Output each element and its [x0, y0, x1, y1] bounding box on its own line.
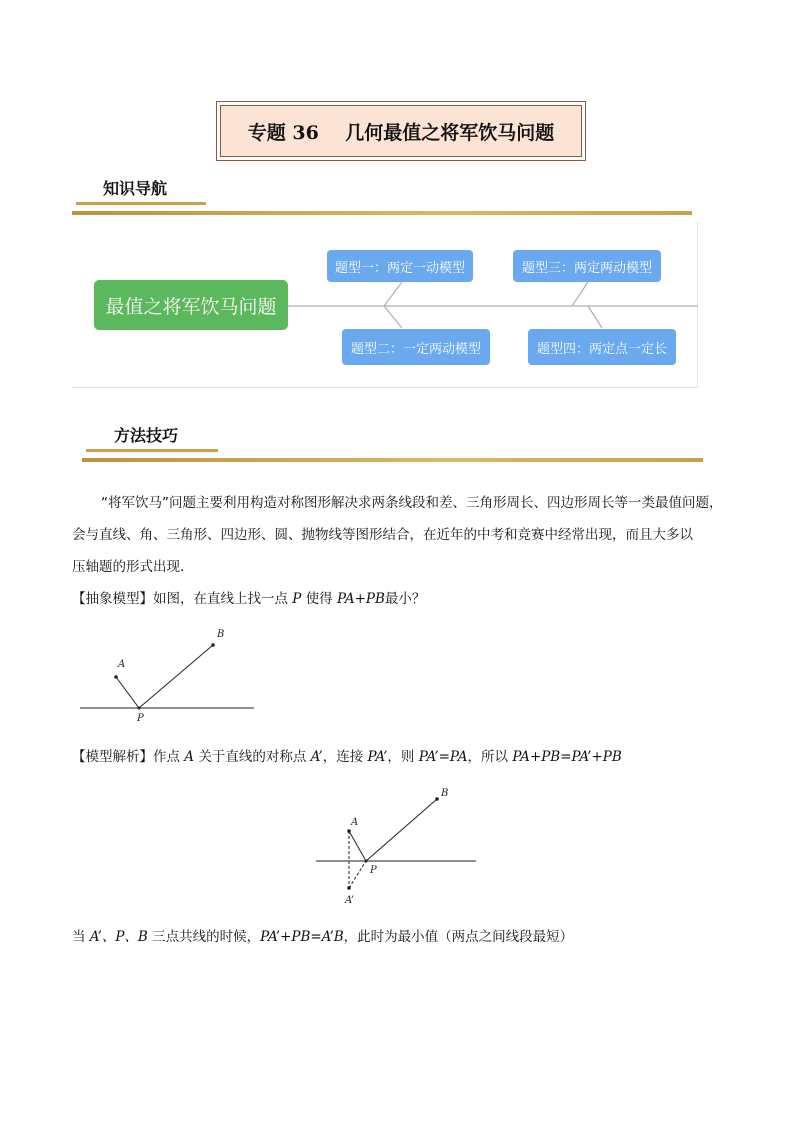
- conclusion-text-2: 三点共线的时候，: [147, 929, 261, 945]
- expr-pa-pb: PA+PB: [336, 591, 385, 607]
- model-analysis-tag: 【模型解析】: [72, 749, 153, 765]
- point-a: A: [184, 749, 195, 765]
- abstract-model-text-1: 如图，在直线上找一点: [153, 591, 293, 607]
- segment-pa-prime: PA’: [367, 749, 388, 765]
- point-p: P: [292, 591, 302, 607]
- section-title-knowledge: 知识导航: [103, 179, 168, 198]
- section-title-methods: 方法技巧: [114, 426, 179, 445]
- mindmap-panel: [72, 222, 698, 388]
- model-analysis-line: [72, 741, 622, 773]
- intro-line-2: 会与直线、角、三角形、四边形、圆、抛物线等图形结合，在近年的中考和竞赛中经常出现，而且大多以: [72, 527, 693, 543]
- fig1-label-b: B: [217, 629, 225, 640]
- mindmap-node-type-4: 题型四：两定点一定长: [528, 329, 676, 365]
- conclusion-text-3: ，此时为最小值（两点之间线段最短）: [343, 929, 574, 945]
- figure-model-analysis: [312, 782, 482, 907]
- fig2-label-p: P: [370, 865, 377, 876]
- conclusion-text-1: 当: [72, 929, 90, 945]
- abstract-model-line: [72, 583, 425, 615]
- fig2-label-a: A: [351, 817, 359, 828]
- mindmap-node-type-1: 题型一：两定一动模型: [327, 250, 473, 282]
- fig1-label-p: P: [137, 713, 144, 724]
- fig2-label-a-prime: A’: [345, 895, 354, 906]
- abstract-model-tag: 【抽象模型】: [72, 591, 153, 607]
- model-analysis-text-4: ，则: [387, 749, 419, 765]
- section-underline-short: [76, 202, 206, 205]
- model-analysis-text-1: 作点: [153, 749, 185, 765]
- fig1-label-a: A: [118, 659, 126, 670]
- model-analysis-text-5: ，所以: [467, 749, 513, 765]
- collinear-points: A’、P、B: [89, 929, 148, 945]
- model-analysis-text-3: ，连接: [322, 749, 368, 765]
- mindmap-root-node: 最值之将军饮马问题: [94, 280, 288, 330]
- section-underline-long: [82, 458, 703, 462]
- conclusion-equation: PA’+PB=A’B: [260, 929, 344, 945]
- section-underline-long: [72, 211, 692, 215]
- model-analysis-text-2: 关于直线的对称点: [194, 749, 311, 765]
- section-underline-short: [86, 449, 218, 452]
- intro-line-1: “将军饮马”问题主要利用构造对称图形解决求两条线段和差、三角形周长、四边形周长等一类最值问题，: [101, 495, 723, 511]
- page-title: 专题 36 几何最值之将军饮马问题: [220, 105, 582, 157]
- mindmap-node-type-2: 题型二：一定两动模型: [342, 329, 490, 365]
- conclusion-line: [72, 921, 573, 953]
- intro-line-3: 压轴题的形式出现．: [72, 559, 194, 575]
- equation-2: PA+PB=PA’+PB: [512, 749, 622, 765]
- equation-1: PA’=PA: [418, 749, 468, 765]
- mindmap-node-type-3: 题型三：两定两动模型: [513, 250, 661, 282]
- fig2-label-b: B: [441, 788, 449, 799]
- point-a-prime: A’: [310, 749, 323, 765]
- figure-abstract-model: [80, 622, 260, 727]
- abstract-model-text-3: 最小？: [384, 591, 426, 607]
- abstract-model-text-2: 使得: [301, 591, 337, 607]
